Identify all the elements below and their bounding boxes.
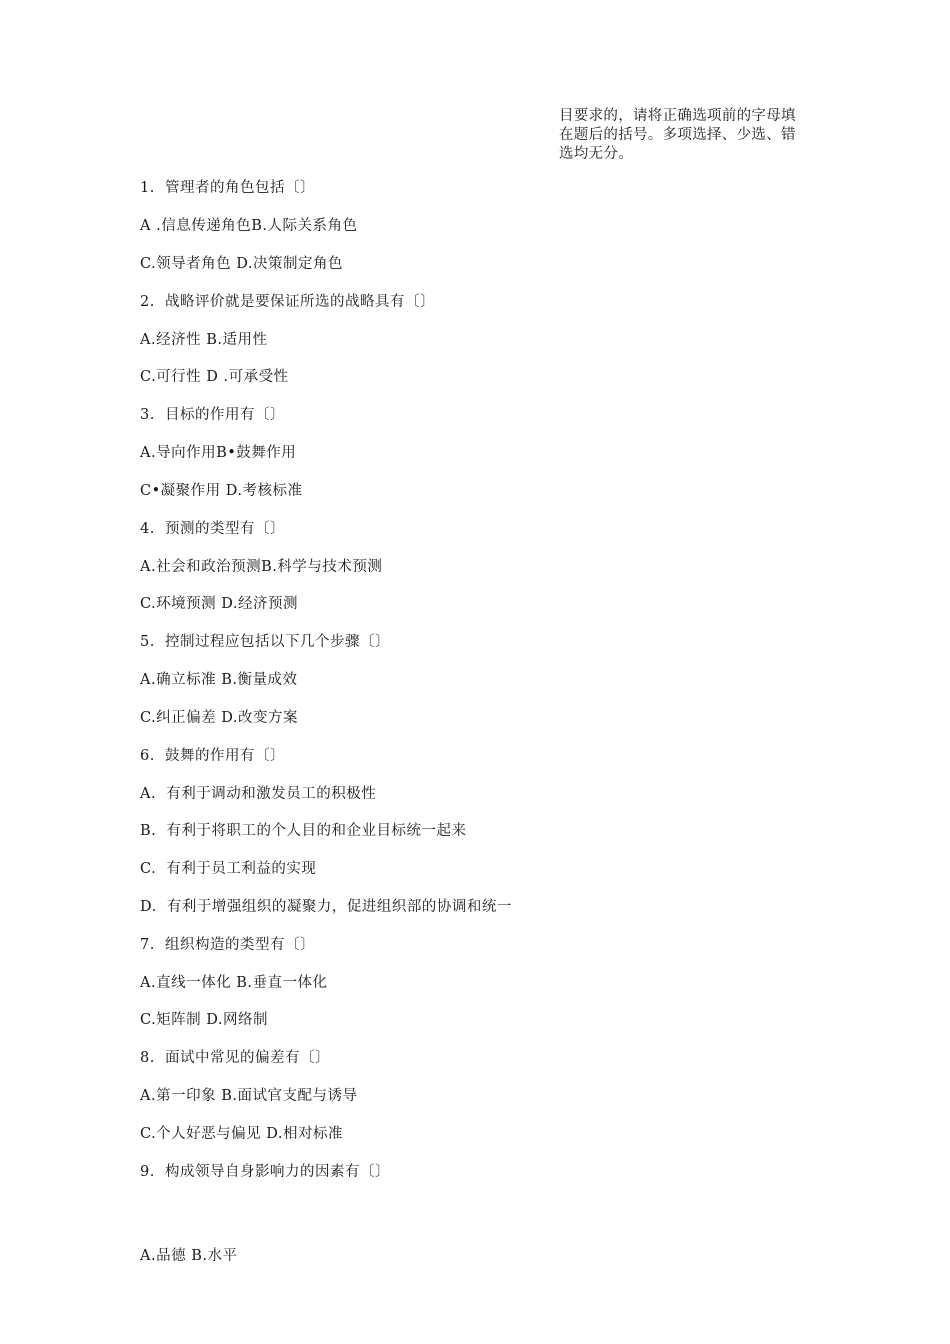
question-1: 1. 管理者的角色包括〔〕 xyxy=(140,180,316,196)
question-3: 3. 目标的作用有〔〕 xyxy=(140,407,286,423)
question-8-options-cd: C.个人好恶与偏见 D.相对标准 xyxy=(140,1126,344,1142)
instruction-line: 在题后的括号。多项选择、少选、错 xyxy=(559,127,796,143)
question-7: 7. 组织构造的类型有〔〕 xyxy=(140,937,316,953)
question-5: 5. 控制过程应包括以下几个步骤〔〕 xyxy=(140,634,391,650)
instruction-line: 选均无分。 xyxy=(559,146,633,162)
question-3-options-ab: A.导向作用B•鼓舞作用 xyxy=(140,445,297,461)
instruction-line: 目要求的，请将正确选项前的字母填 xyxy=(559,108,796,124)
question-6-option-b: B. 有利于将职工的个人目的和企业目标统一起来 xyxy=(140,823,467,839)
question-7-options-ab: A.直线一体化 B.垂直一体化 xyxy=(140,975,328,991)
question-7-options-cd: C.矩阵制 D.网络制 xyxy=(140,1012,269,1028)
question-9: 9. 构成领导自身影响力的因素有〔〕 xyxy=(140,1164,391,1180)
question-2-options-cd: C.可行性 D .可承受性 xyxy=(140,369,289,385)
question-6-option-d: D. 有利于增强组织的凝聚力，促进组织部的协调和统一 xyxy=(140,899,512,915)
question-5-options-cd: C.纠正偏差 D.改变方案 xyxy=(140,710,299,726)
question-6: 6. 鼓舞的作用有〔〕 xyxy=(140,748,286,764)
question-4-options-ab: A.社会和政治预测B.科学与技术预测 xyxy=(140,559,383,575)
question-4: 4. 预测的类型有〔〕 xyxy=(140,521,286,537)
question-6-option-a: A. 有利于调动和激发员工的积极性 xyxy=(140,786,377,802)
question-1-options-ab: A .信息传递角色B.人际关系角色 xyxy=(140,218,358,234)
question-2: 2. 战略评价就是要保证所选的战略具有〔〕 xyxy=(140,294,436,310)
question-8: 8. 面试中常见的偏差有〔〕 xyxy=(140,1050,331,1066)
question-3-options-cd: C•凝聚作用 D.考核标准 xyxy=(140,483,303,499)
question-9-options-ab: A.品德 B.水平 xyxy=(140,1248,238,1264)
question-2-options-ab: A.经济性 B.适用性 xyxy=(140,332,268,348)
question-8-options-ab: A.第一印象 B.面试官支配与诱导 xyxy=(140,1088,358,1104)
instruction-text xyxy=(559,107,821,164)
question-4-options-cd: C.环境预测 D.经济预测 xyxy=(140,596,299,612)
question-1-options-cd: C.领导者角色 D.决策制定角色 xyxy=(140,256,344,272)
question-5-options-ab: A.确立标准 B.衡量成效 xyxy=(140,672,298,688)
question-6-option-c: C. 有利于员工利益的实现 xyxy=(140,861,317,877)
